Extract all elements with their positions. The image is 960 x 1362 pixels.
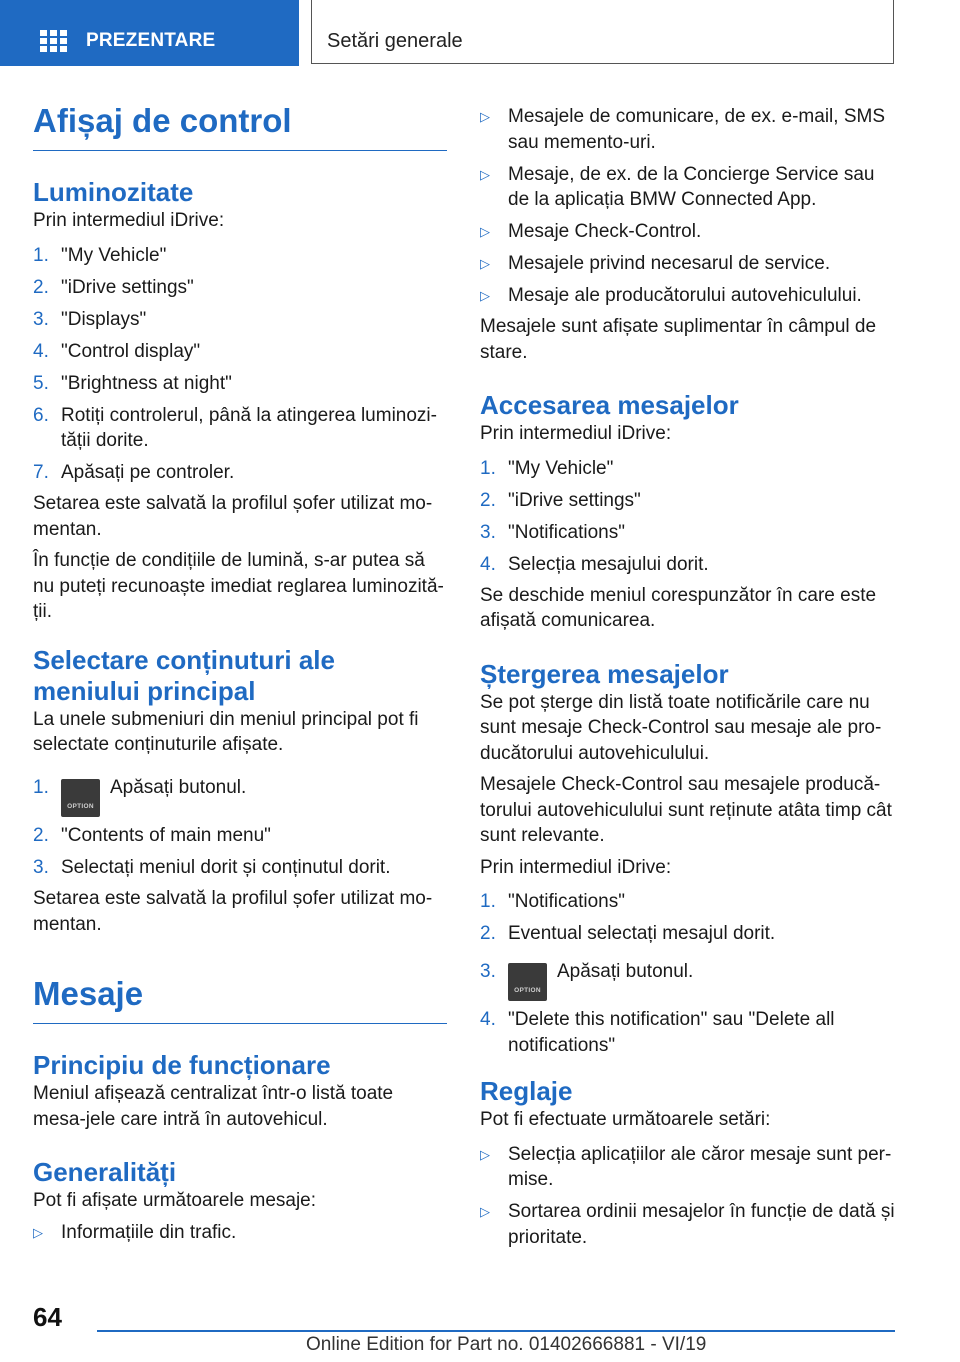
right-column [480,104,896,1257]
list-item: ▷ Selecția aplicațiilor ale căror mesaje sunt per-mise. [480,1142,896,1193]
heading-principiu: Principiu de funcționare [33,1050,331,1080]
footer-divider [97,1330,895,1332]
left-column [33,100,447,1252]
heading-stergerea: Ștergerea mesajelor [480,658,729,689]
list-item: 2. "iDrive settings" [480,489,641,511]
selectare-intro: La unele submeniuri din meniul principal pot fi selectate conținuturile afișate. [33,708,419,755]
list-item: 3. "Notifications" [480,521,625,543]
list-item: 3. OPTION Apăsați butonul. [480,959,896,1001]
list-item: 4. "Control display" [33,340,201,362]
list-item: 4. Selecția mesajului dorit. [480,553,709,575]
bullet-triangle-icon: ▷ [480,288,490,303]
list-item: 2. Eventual selectați mesajul dorit. [480,923,776,944]
generalitati-bullets [33,1220,447,1246]
stergerea-p1: Se pot șterge din listă toate notificările care nu sunt mesaje Check-Control sau mesaje ale pro-ducătorului autovehiculului. [480,691,882,764]
selectare-note: Setarea este salvată la profilul șofer utilizat mo-mentan. [33,888,433,935]
list-item: 7. Apăsați pe controler. [33,462,235,483]
list-item: 5. "Brightness at night" [33,372,232,394]
bullet-triangle-icon: ▷ [480,166,490,182]
luminozitate-steps [33,243,447,486]
list-item: ▷ Mesajele privind necesarul de service. [480,251,896,277]
list-item: ▷ Informațiile din trafic. [33,1220,447,1246]
list-item: ▷ Mesaje Check-Control. [480,219,896,245]
option-button-icon: OPTION [508,963,547,1001]
heading-luminozitate: Luminozitate [33,177,194,207]
option-button-icon: OPTION [61,779,100,817]
generalitati-intro: Pot fi afișate următoarele mesaje: [33,1190,317,1211]
section-tab[interactable] [311,0,894,64]
stergerea-p2: Mesajele Check-Control sau mesajele producă-torului autovehiculului sunt reținute atâta timp cât sunt relevante. [480,774,892,846]
selectare-steps [33,775,447,881]
heading-accesarea: Accesarea mesajelor [480,390,739,420]
bullet-triangle-icon: ▷ [33,1224,43,1240]
accesarea-intro: Prin intermediul iDrive: [480,423,672,444]
bullet-triangle-icon: ▷ [480,224,490,239]
accesarea-note: Se deschide meniul corespunzător în care este afișată comunicarea. [480,584,877,631]
list-item: 1. "My Vehicle" [480,457,614,479]
list-item: 2. "Contents of main menu" [33,825,271,846]
bullet-triangle-icon: ▷ [480,256,490,271]
chapter-tab[interactable] [0,0,299,66]
section-label: Setări generale [327,30,463,52]
grid-icon [40,30,67,52]
heading-afisaj: Afișaj de control [33,100,447,151]
list-item: ▷ Mesaje ale producătorului autovehiculului. [480,283,896,309]
accesarea-steps [480,456,896,578]
list-item: ▷ Mesaje, de ex. de la Concierge Service sau de la aplicația BMW Connected App. [480,162,896,213]
page-header [0,0,960,66]
list-item: 4. "Delete this notification" sau "Delete all notifications" [480,1009,835,1056]
bullet-triangle-icon: ▷ [480,109,490,124]
list-item: 6. Rotiți controlerul, până la atingerea luminozi-tății dorite. [33,404,437,451]
heading-generalitati: Generalități [33,1157,177,1187]
list-item: ▷ Mesajele de comunicare, de ex. e-mail, SMS sau memento-uri. [480,104,896,155]
reglaje-bullets [480,1142,896,1251]
stergerea-steps [480,889,896,1058]
bullet-triangle-icon: ▷ [480,1204,490,1219]
list-item: 2. "iDrive settings" [33,276,194,298]
bullet-triangle-icon: ▷ [480,1146,490,1162]
list-item: 3. "Displays" [33,308,147,330]
heading-mesaje: Mesaje [33,973,447,1024]
luminozitate-note1: Setarea este salvată la profilul șofer utilizat mo-mentan. [33,493,433,540]
list-item: 1. "My Vehicle" [33,244,167,266]
chapter-label: PREZENTARE [86,30,216,51]
heading-selectare: Selectare conținuturi ale meniului principal [33,644,335,706]
list-item: ▷ Sortarea ordinii mesajelor în funcție de dată și prioritate. [480,1199,896,1250]
stergerea-intro: Prin intermediul iDrive: [480,856,672,878]
list-item: 1. OPTION Apăsați butonul. [33,775,447,817]
list-item: 1. "Notifications" [480,891,625,912]
edition-text: Online Edition for Part no. 01402666881 - VI/19 [306,1334,707,1355]
reglaje-intro: Pot fi efectuate următoarele setări: [480,1109,771,1130]
luminozitate-intro: Prin intermediul iDrive: [33,210,225,231]
message-types-note: Mesajele sunt afișate suplimentar în câmpul de stare. [480,316,877,363]
list-item: 3. Selectați meniul dorit și conținutul dorit. [33,857,391,878]
principiu-text: Meniul afișează centralizat într-o listă toate mesa-jele care intră în autovehicul. [33,1083,394,1130]
page-number: 64 [33,1302,62,1332]
luminozitate-note2: În funcție de condițiile de lumină, s-ar putea să nu puteți recunoaște imediat reglarea luminozită-ții. [33,550,444,622]
message-types-bullets [480,104,896,309]
heading-reglaje: Reglaje [480,1076,573,1106]
